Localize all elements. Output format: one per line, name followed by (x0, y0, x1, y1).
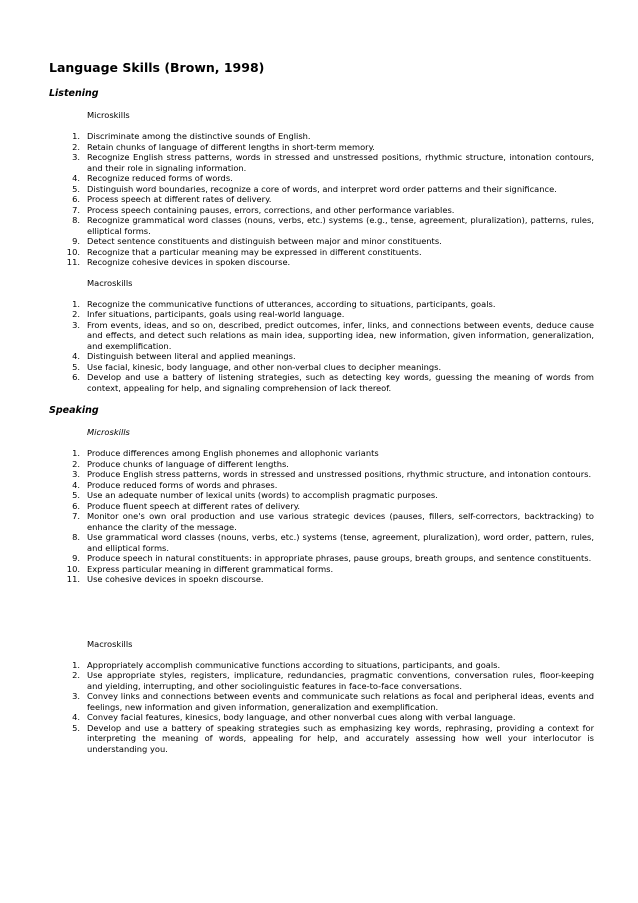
list-item (49, 184, 594, 195)
list-item-number: 3. (72, 691, 80, 701)
list-item-number: 3. (72, 469, 80, 479)
list-item-text: Use grammatical word classes (nouns, verbs, etc.) systems (tense, agreement, pluralization), word order, pattern, rules, and elliptical forms. (87, 532, 594, 553)
list-item (49, 490, 594, 501)
list-item (49, 257, 594, 268)
subheading-listening-macroskills: Macroskills (87, 277, 133, 288)
list-item (49, 723, 594, 755)
list-item (49, 480, 594, 491)
list-item (49, 173, 594, 184)
list-item (49, 712, 594, 723)
list-item (49, 448, 594, 459)
list-item-number: 6. (72, 372, 80, 382)
list-item-number: 7. (72, 511, 80, 521)
list-item-number: 9. (72, 236, 80, 246)
list-item (49, 215, 594, 236)
list-item-number: 10. (66, 563, 80, 574)
list-item (49, 511, 594, 532)
list-item (49, 574, 594, 585)
list-item (49, 320, 594, 352)
list-item-text: Recognize English stress patterns, words in stressed and unstressed positions, rhythmic structure, intonation contours, and their role in signaling information. (87, 152, 594, 173)
list-item-number: 6. (72, 194, 80, 204)
list-item-number: 1. (72, 659, 80, 670)
spacer (49, 585, 594, 629)
list-item (49, 501, 594, 512)
list-item-text: Express particular meaning in different grammatical forms. (87, 563, 334, 574)
list-item-number: 2. (72, 309, 80, 319)
list-item-text: Produce differences among English phonemes and allophonic variants (87, 448, 379, 458)
list-item-text: Infer situations, participants, goals using real-world language. (87, 309, 345, 319)
subheading-listening-microskills: Microskills (87, 110, 130, 120)
list-item (49, 553, 594, 564)
list-item-text: Develop and use a battery of listening strategies, such as detecting key words, guessing the meaning of words from context, appealing for help, and signaling comprehension of lack thereof. (87, 372, 594, 393)
list-item (49, 564, 594, 575)
list-item-text: Produce English stress patterns, words in stressed and unstressed positions, rhythmic structure, and intonation contours. (87, 469, 592, 479)
list-item-number: 5. (72, 361, 80, 372)
list-item (49, 236, 594, 247)
list-item-number: 1. (72, 131, 80, 141)
list-item-text: Distinguish between literal and applied meanings. (87, 351, 296, 361)
list-item-text: Produce reduced forms of words and phrases. (87, 479, 278, 490)
list-item-number: 2. (72, 458, 80, 469)
list-item-number: 4. (72, 351, 80, 361)
list-item (49, 309, 594, 320)
list-item-text: Monitor one's own oral production and use various strategic devices (pauses, fillers, self-correctors, backtracking) to enhance the clarity of the message. (87, 511, 594, 532)
list-item-number: 7. (72, 204, 80, 215)
list-item-text: Discriminate among the distinctive sounds of English. (87, 131, 311, 141)
list-item-number: 1. (72, 298, 80, 309)
list-item-text: Appropriately accomplish communicative functions according to situations, participants, and goals. (87, 659, 501, 670)
list-item (49, 691, 594, 712)
list-item-text: Convey facial features, kinesics, body language, and other nonverbal cues along with verbal language. (87, 712, 516, 722)
list-item (49, 351, 594, 362)
list-item-text: Recognize that a particular meaning may be expressed in different constituents. (87, 246, 422, 257)
list-item-number: 5. (72, 183, 80, 194)
list-item (49, 205, 594, 216)
list-item-number: 5. (72, 722, 80, 733)
listening-microskills-list (49, 131, 594, 268)
list-item-text: Develop and use a battery of speaking strategies such as emphasizing key words, rephrasing, providing a context for interpreting the meaning of words, appealing for help, and accurately assessing how well your interlocutor is understanding you. (87, 722, 594, 754)
list-item (49, 532, 594, 553)
list-item-text: Produce chunks of language of different lengths. (87, 458, 289, 469)
list-item (49, 362, 594, 373)
list-item (49, 247, 594, 258)
list-item-number: 9. (72, 553, 80, 563)
list-item (49, 194, 594, 205)
list-item-number: 4. (72, 479, 80, 490)
speaking-microskills-list (49, 448, 594, 585)
list-item-number: 3. (72, 319, 80, 330)
list-item-text: Recognize cohesive devices in spoken discourse. (87, 257, 291, 267)
listening-macroskills-list (49, 299, 594, 394)
list-item-number: 4. (72, 173, 80, 183)
list-item (49, 372, 594, 393)
list-item (49, 459, 594, 470)
list-item-number: 11. (66, 574, 80, 584)
list-item-number: 8. (72, 532, 80, 542)
list-item-text: Produce fluent speech at different rates of delivery. (87, 500, 301, 511)
list-item (49, 152, 594, 173)
list-item-text: Recognize the communicative functions of utterances, according to situations, participants, goals. (87, 298, 496, 309)
document-page (49, 60, 594, 754)
list-item-text: Process speech at different rates of delivery. (87, 194, 272, 204)
list-item-number: 8. (72, 215, 80, 225)
list-item-text: From events, ideas, and so on, described, predict outcomes, infer, links, and connections between events, deduce cause and effects, and detect such relations as main idea, supporting idea, new information, given information, generalization, and exemplification. (87, 319, 594, 351)
subheading-speaking-microskills: Microskills (87, 427, 130, 437)
list-item-number: 1. (72, 448, 80, 458)
subheading-speaking-macroskills: Macroskills (87, 638, 133, 649)
speaking-macroskills-list (49, 660, 594, 755)
list-item-number: 11. (66, 257, 80, 267)
list-item (49, 142, 594, 153)
list-item (49, 670, 594, 691)
list-item-text: Produce speech in natural constituents: in appropriate phrases, pause groups, breath groups, and sentence constituents. (87, 553, 592, 563)
document-title: Language Skills (Brown, 1998) (49, 60, 265, 75)
list-item-number: 4. (72, 712, 80, 722)
list-item-text: Convey links and connections between events and communicate such relations as focal and peripheral ideas, events and feelings, new information and given information, generalization and exemplification. (87, 691, 594, 712)
list-item (49, 660, 594, 671)
list-item (49, 299, 594, 310)
section-heading-speaking: Speaking (49, 405, 99, 416)
list-item-number: 6. (72, 500, 80, 511)
list-item-text: Use an adequate number of lexical units (words) to accomplish pragmatic purposes. (87, 490, 438, 500)
list-item-text: Recognize grammatical word classes (nouns, verbs, etc.) systems (e.g., tense, agreement, pluralization), patterns, rules, elliptical forms. (87, 215, 594, 236)
list-item-text: Detect sentence constituents and distinguish between major and minor constituents. (87, 236, 442, 246)
list-item-number: 5. (72, 490, 80, 500)
list-item-text: Retain chunks of language of different lengths in short-term memory. (87, 141, 375, 152)
list-item-number: 2. (72, 670, 80, 680)
list-item-text: Use cohesive devices in spoekn discourse. (87, 574, 264, 584)
list-item-number: 2. (72, 141, 80, 152)
list-item-number: 3. (72, 152, 80, 162)
list-item (49, 469, 594, 480)
list-item (49, 131, 594, 142)
list-item-text: Recognize reduced forms of words. (87, 173, 233, 183)
list-item-text: Distinguish word boundaries, recognize a core of words, and interpret word order patterns and their significance. (87, 183, 557, 194)
list-item-text: Process speech containing pauses, errors, corrections, and other performance variables. (87, 204, 455, 215)
list-item-number: 10. (66, 246, 80, 257)
section-heading-listening: Listening (49, 88, 99, 99)
list-item-text: Use facial, kinesic, body language, and other non-verbal clues to decipher meanings. (87, 361, 442, 372)
list-item-text: Use appropriate styles, registers, implicature, redundancies, pragmatic conventions, conversation rules, floor-keeping and yielding, interrupting, and other sociolinguistic features in face-to-face conversations. (87, 670, 594, 691)
